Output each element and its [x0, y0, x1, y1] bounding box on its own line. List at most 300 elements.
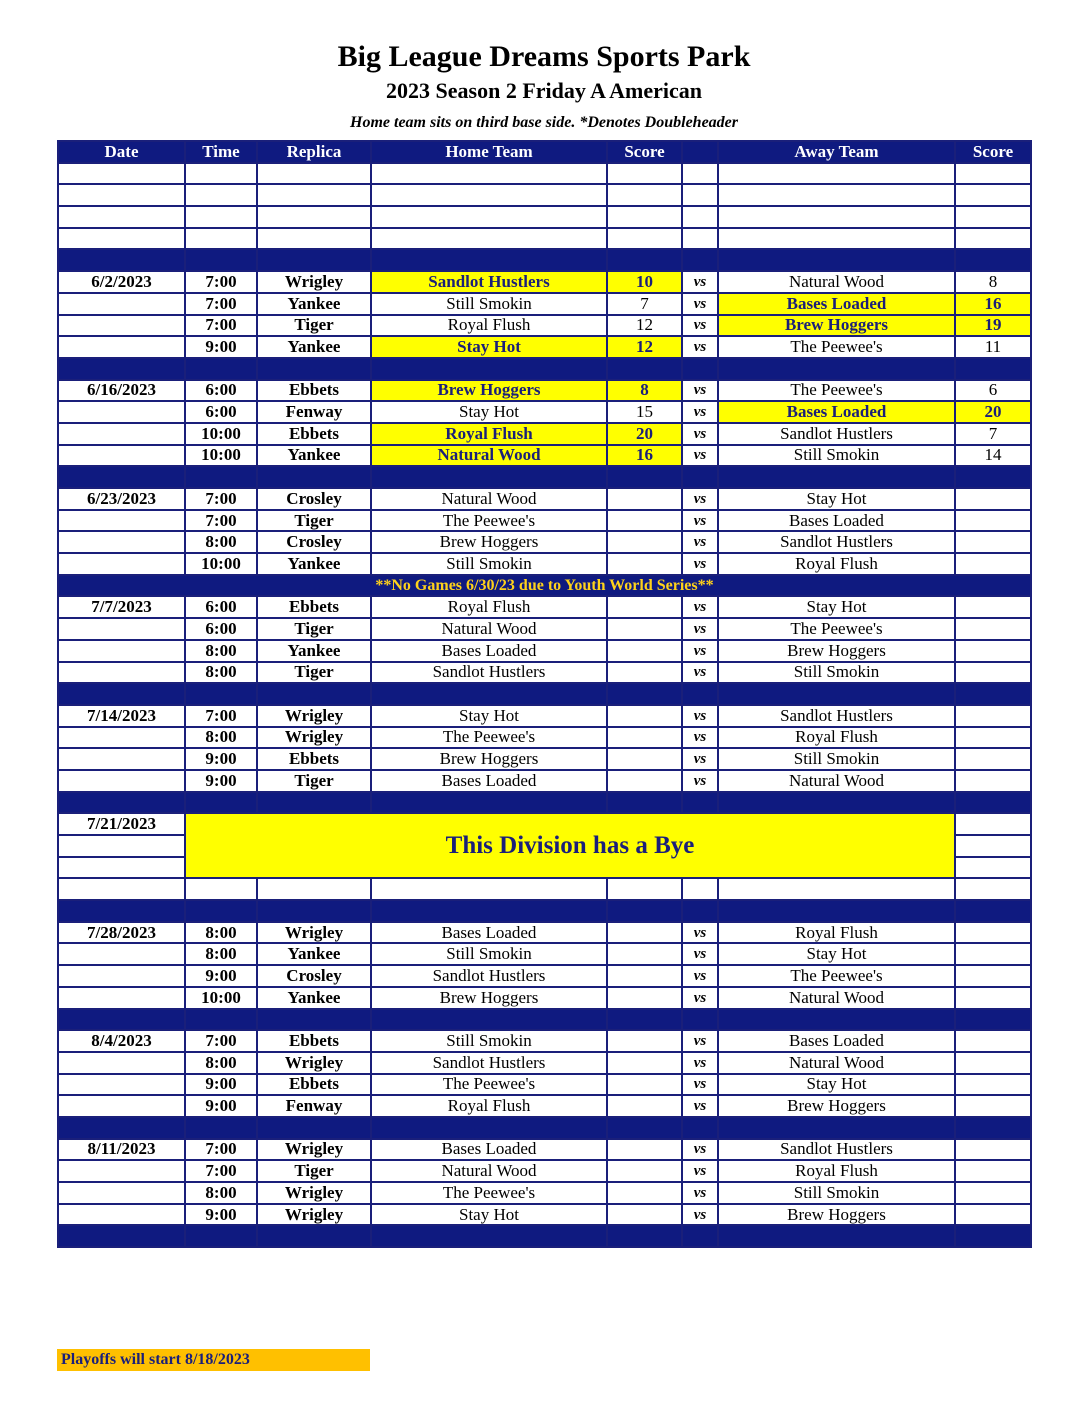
separator-cell	[185, 1117, 257, 1139]
empty-cell	[257, 163, 371, 185]
home-team: Natural Wood	[371, 1160, 607, 1182]
away-score	[955, 1160, 1031, 1182]
away-score	[955, 1139, 1031, 1161]
game-replica: Yankee	[257, 943, 371, 965]
bye-row	[58, 813, 1031, 835]
game-replica: Tiger	[257, 662, 371, 684]
game-replica: Crosley	[257, 531, 371, 553]
separator-cell	[718, 683, 955, 705]
home-team: Brew Hoggers	[371, 380, 607, 402]
away-score	[955, 943, 1031, 965]
home-score: 12	[607, 315, 682, 337]
empty-cell	[58, 835, 185, 857]
game-row	[58, 943, 1031, 965]
separator-cell	[257, 1009, 371, 1031]
away-score	[955, 770, 1031, 792]
away-team: Brew Hoggers	[718, 1095, 955, 1117]
playoffs-note: Playoffs will start 8/18/2023	[57, 1349, 370, 1371]
away-score	[955, 640, 1031, 662]
game-date: 8/11/2023	[58, 1139, 185, 1161]
separator-row	[58, 900, 1031, 922]
home-score	[607, 618, 682, 640]
separator-cell	[257, 1117, 371, 1139]
empty-cell	[607, 206, 682, 228]
away-score	[955, 488, 1031, 510]
separator-cell	[718, 358, 955, 380]
game-row	[58, 662, 1031, 684]
separator-cell	[682, 900, 718, 922]
game-date	[58, 1160, 185, 1182]
home-team: Still Smokin	[371, 1030, 607, 1052]
game-replica: Yankee	[257, 445, 371, 467]
game-date	[58, 618, 185, 640]
away-score	[955, 531, 1031, 553]
separator-cell	[185, 683, 257, 705]
home-score: 10	[607, 271, 682, 293]
game-time: 8:00	[185, 727, 257, 749]
game-row	[58, 727, 1031, 749]
game-replica: Wrigley	[257, 705, 371, 727]
empty-cell	[185, 184, 257, 206]
game-date	[58, 445, 185, 467]
home-score	[607, 943, 682, 965]
separator-cell	[185, 249, 257, 271]
game-replica: Yankee	[257, 640, 371, 662]
home-score: 16	[607, 445, 682, 467]
home-score	[607, 748, 682, 770]
separator-row	[58, 358, 1031, 380]
game-row	[58, 336, 1031, 358]
empty-cell	[607, 228, 682, 250]
game-date	[58, 770, 185, 792]
home-score	[607, 640, 682, 662]
home-team: The Peewee's	[371, 1074, 607, 1096]
home-team: Stay Hot	[371, 401, 607, 423]
game-date	[58, 510, 185, 532]
game-replica: Yankee	[257, 987, 371, 1009]
away-team: Still Smokin	[718, 662, 955, 684]
away-score: 6	[955, 380, 1031, 402]
home-team: Sandlot Hustlers	[371, 965, 607, 987]
separator-row	[58, 1225, 1031, 1247]
home-team: Sandlot Hustlers	[371, 662, 607, 684]
vs-label: vs	[682, 488, 718, 510]
separator-cell	[955, 1225, 1031, 1247]
game-replica: Wrigley	[257, 922, 371, 944]
game-time: 7:00	[185, 1030, 257, 1052]
game-row	[58, 596, 1031, 618]
col-replica: Replica	[257, 141, 371, 163]
game-replica: Crosley	[257, 965, 371, 987]
empty-cell	[955, 813, 1031, 835]
separator-cell	[185, 466, 257, 488]
game-row	[58, 293, 1031, 315]
empty-cell	[682, 184, 718, 206]
game-replica: Wrigley	[257, 1204, 371, 1226]
game-row	[58, 1182, 1031, 1204]
empty-cell	[58, 206, 185, 228]
game-time: 10:00	[185, 987, 257, 1009]
schedule-body	[58, 163, 1031, 1247]
away-team: Bases Loaded	[718, 1030, 955, 1052]
separator-cell	[185, 792, 257, 814]
separator-row	[58, 1009, 1031, 1031]
separator-cell	[682, 466, 718, 488]
game-time: 7:00	[185, 1160, 257, 1182]
empty-cell	[58, 184, 185, 206]
game-date: 6/2/2023	[58, 271, 185, 293]
separator-cell	[58, 1117, 185, 1139]
home-score: 7	[607, 293, 682, 315]
away-team: The Peewee's	[718, 965, 955, 987]
away-score	[955, 1074, 1031, 1096]
separator-row	[58, 249, 1031, 271]
game-date	[58, 1182, 185, 1204]
game-row	[58, 640, 1031, 662]
separator-cell	[607, 1009, 682, 1031]
separator-cell	[955, 792, 1031, 814]
home-team: The Peewee's	[371, 1182, 607, 1204]
vs-label: vs	[682, 1139, 718, 1161]
game-replica: Ebbets	[257, 596, 371, 618]
game-time: 9:00	[185, 965, 257, 987]
note-row	[58, 575, 1031, 597]
vs-label: vs	[682, 1052, 718, 1074]
game-time: 7:00	[185, 1139, 257, 1161]
game-row	[58, 315, 1031, 337]
away-team: Brew Hoggers	[718, 640, 955, 662]
separator-cell	[58, 1225, 185, 1247]
away-score	[955, 987, 1031, 1009]
separator-cell	[371, 900, 607, 922]
away-score: 20	[955, 401, 1031, 423]
away-team: Sandlot Hustlers	[718, 531, 955, 553]
separator-cell	[371, 792, 607, 814]
separator-cell	[371, 683, 607, 705]
home-score	[607, 705, 682, 727]
empty-cell	[955, 878, 1031, 900]
game-date	[58, 293, 185, 315]
empty-row	[58, 163, 1031, 185]
separator-row	[58, 683, 1031, 705]
away-score: 19	[955, 315, 1031, 337]
game-row	[58, 553, 1031, 575]
vs-label: vs	[682, 596, 718, 618]
game-replica: Wrigley	[257, 1052, 371, 1074]
empty-cell	[257, 206, 371, 228]
away-score	[955, 922, 1031, 944]
separator-cell	[955, 900, 1031, 922]
away-team: Brew Hoggers	[718, 315, 955, 337]
game-time: 8:00	[185, 922, 257, 944]
away-score: 7	[955, 423, 1031, 445]
empty-cell	[955, 835, 1031, 857]
separator-cell	[955, 1117, 1031, 1139]
separator-cell	[955, 249, 1031, 271]
home-team: The Peewee's	[371, 727, 607, 749]
game-replica: Yankee	[257, 553, 371, 575]
home-team: Royal Flush	[371, 423, 607, 445]
col-home-score: Score	[607, 141, 682, 163]
away-score	[955, 1204, 1031, 1226]
away-team: Stay Hot	[718, 943, 955, 965]
separator-cell	[682, 792, 718, 814]
home-score	[607, 531, 682, 553]
game-time: 10:00	[185, 423, 257, 445]
game-row	[58, 510, 1031, 532]
separator-cell	[371, 249, 607, 271]
separator-cell	[607, 683, 682, 705]
game-time: 9:00	[185, 336, 257, 358]
game-row	[58, 531, 1031, 553]
empty-cell	[607, 878, 682, 900]
vs-label: vs	[682, 293, 718, 315]
game-row	[58, 1204, 1031, 1226]
col-away-team: Away Team	[718, 141, 955, 163]
game-row	[58, 271, 1031, 293]
empty-cell	[58, 228, 185, 250]
game-time: 8:00	[185, 1052, 257, 1074]
separator-cell	[371, 1009, 607, 1031]
vs-label: vs	[682, 943, 718, 965]
game-time: 7:00	[185, 293, 257, 315]
game-date	[58, 748, 185, 770]
game-replica: Tiger	[257, 618, 371, 640]
vs-label: vs	[682, 1030, 718, 1052]
separator-cell	[257, 249, 371, 271]
game-time: 10:00	[185, 445, 257, 467]
game-replica: Ebbets	[257, 1074, 371, 1096]
away-score	[955, 662, 1031, 684]
game-time: 7:00	[185, 315, 257, 337]
game-date: 7/21/2023	[58, 813, 185, 835]
game-time: 8:00	[185, 1182, 257, 1204]
home-team: Brew Hoggers	[371, 748, 607, 770]
home-team: Bases Loaded	[371, 640, 607, 662]
away-team: Natural Wood	[718, 770, 955, 792]
empty-cell	[955, 228, 1031, 250]
vs-label: vs	[682, 662, 718, 684]
game-time: 8:00	[185, 943, 257, 965]
vs-label: vs	[682, 748, 718, 770]
separator-row	[58, 466, 1031, 488]
home-score	[607, 727, 682, 749]
separator-cell	[607, 792, 682, 814]
away-score: 16	[955, 293, 1031, 315]
away-team: Natural Wood	[718, 1052, 955, 1074]
home-team: The Peewee's	[371, 510, 607, 532]
empty-cell	[185, 206, 257, 228]
game-date	[58, 315, 185, 337]
bye-banner: This Division has a Bye	[185, 813, 955, 878]
empty-cell	[682, 206, 718, 228]
separator-cell	[371, 358, 607, 380]
home-team: Still Smokin	[371, 553, 607, 575]
away-team: Stay Hot	[718, 488, 955, 510]
home-team: Natural Wood	[371, 445, 607, 467]
empty-row	[58, 878, 1031, 900]
separator-cell	[682, 358, 718, 380]
game-row	[58, 922, 1031, 944]
vs-label: vs	[682, 922, 718, 944]
game-replica: Tiger	[257, 510, 371, 532]
away-score	[955, 1095, 1031, 1117]
home-score	[607, 770, 682, 792]
empty-cell	[955, 163, 1031, 185]
vs-label: vs	[682, 1074, 718, 1096]
separator-cell	[607, 249, 682, 271]
empty-cell	[371, 184, 607, 206]
away-team: Sandlot Hustlers	[718, 1139, 955, 1161]
game-row	[58, 705, 1031, 727]
home-score	[607, 1095, 682, 1117]
separator-cell	[58, 249, 185, 271]
separator-cell	[185, 358, 257, 380]
separator-cell	[257, 358, 371, 380]
separator-cell	[718, 1117, 955, 1139]
game-replica: Wrigley	[257, 271, 371, 293]
vs-label: vs	[682, 553, 718, 575]
home-score	[607, 1204, 682, 1226]
game-date: 8/4/2023	[58, 1030, 185, 1052]
separator-cell	[718, 1225, 955, 1247]
home-score: 15	[607, 401, 682, 423]
home-score	[607, 1182, 682, 1204]
empty-cell	[955, 857, 1031, 879]
home-team: Sandlot Hustlers	[371, 1052, 607, 1074]
separator-cell	[718, 900, 955, 922]
separator-cell	[58, 900, 185, 922]
vs-label: vs	[682, 401, 718, 423]
separator-cell	[718, 466, 955, 488]
home-score: 8	[607, 380, 682, 402]
separator-cell	[718, 792, 955, 814]
away-score	[955, 1052, 1031, 1074]
home-team: Royal Flush	[371, 315, 607, 337]
game-row	[58, 748, 1031, 770]
game-replica: Crosley	[257, 488, 371, 510]
away-team: The Peewee's	[718, 618, 955, 640]
away-score	[955, 1030, 1031, 1052]
separator-cell	[58, 792, 185, 814]
vs-label: vs	[682, 380, 718, 402]
home-score	[607, 1160, 682, 1182]
away-score	[955, 553, 1031, 575]
game-date: 7/7/2023	[58, 596, 185, 618]
empty-cell	[718, 206, 955, 228]
separator-cell	[257, 900, 371, 922]
away-team: Still Smokin	[718, 445, 955, 467]
game-row	[58, 1139, 1031, 1161]
vs-label: vs	[682, 1160, 718, 1182]
home-score	[607, 922, 682, 944]
vs-label: vs	[682, 965, 718, 987]
game-date	[58, 1074, 185, 1096]
empty-cell	[682, 163, 718, 185]
away-team: Still Smokin	[718, 748, 955, 770]
away-score	[955, 1182, 1031, 1204]
col-date: Date	[58, 141, 185, 163]
separator-cell	[58, 683, 185, 705]
away-team: Royal Flush	[718, 727, 955, 749]
separator-cell	[955, 358, 1031, 380]
col-home-team: Home Team	[371, 141, 607, 163]
no-games-note: **No Games 6/30/23 due to Youth World Series**	[58, 575, 1031, 597]
game-row	[58, 445, 1031, 467]
away-team: Bases Loaded	[718, 510, 955, 532]
home-team: Still Smokin	[371, 943, 607, 965]
game-time: 9:00	[185, 770, 257, 792]
home-team: Brew Hoggers	[371, 531, 607, 553]
empty-row	[58, 228, 1031, 250]
separator-cell	[607, 900, 682, 922]
game-row	[58, 380, 1031, 402]
page-title: Big League Dreams Sports Park	[337, 40, 751, 73]
separator-row	[58, 1117, 1031, 1139]
away-score: 8	[955, 271, 1031, 293]
empty-cell	[371, 206, 607, 228]
separator-row	[58, 792, 1031, 814]
game-time: 8:00	[185, 662, 257, 684]
vs-label: vs	[682, 770, 718, 792]
away-team: Bases Loaded	[718, 401, 955, 423]
game-date: 6/23/2023	[58, 488, 185, 510]
vs-label: vs	[682, 531, 718, 553]
game-time: 7:00	[185, 705, 257, 727]
game-row	[58, 1030, 1031, 1052]
game-date	[58, 727, 185, 749]
empty-cell	[607, 184, 682, 206]
separator-cell	[257, 792, 371, 814]
vs-label: vs	[682, 336, 718, 358]
game-date: 7/28/2023	[58, 922, 185, 944]
away-score	[955, 748, 1031, 770]
away-team: The Peewee's	[718, 336, 955, 358]
empty-cell	[257, 228, 371, 250]
game-row	[58, 770, 1031, 792]
home-team: Natural Wood	[371, 618, 607, 640]
game-replica: Ebbets	[257, 380, 371, 402]
game-time: 9:00	[185, 1074, 257, 1096]
vs-label: vs	[682, 423, 718, 445]
game-time: 6:00	[185, 618, 257, 640]
empty-cell	[955, 184, 1031, 206]
home-team: Natural Wood	[371, 488, 607, 510]
separator-cell	[607, 358, 682, 380]
empty-cell	[185, 163, 257, 185]
game-replica: Tiger	[257, 315, 371, 337]
game-replica: Fenway	[257, 1095, 371, 1117]
separator-cell	[257, 1225, 371, 1247]
game-replica: Yankee	[257, 293, 371, 315]
empty-cell	[682, 228, 718, 250]
col-vs	[682, 141, 718, 163]
col-away-score: Score	[955, 141, 1031, 163]
game-date	[58, 336, 185, 358]
separator-cell	[58, 1009, 185, 1031]
game-row	[58, 618, 1031, 640]
separator-cell	[185, 1225, 257, 1247]
game-date	[58, 531, 185, 553]
game-row	[58, 965, 1031, 987]
empty-row	[58, 206, 1031, 228]
home-team: Bases Loaded	[371, 1139, 607, 1161]
away-team: Royal Flush	[718, 922, 955, 944]
separator-cell	[185, 900, 257, 922]
home-score	[607, 1074, 682, 1096]
game-row	[58, 488, 1031, 510]
vs-label: vs	[682, 1095, 718, 1117]
